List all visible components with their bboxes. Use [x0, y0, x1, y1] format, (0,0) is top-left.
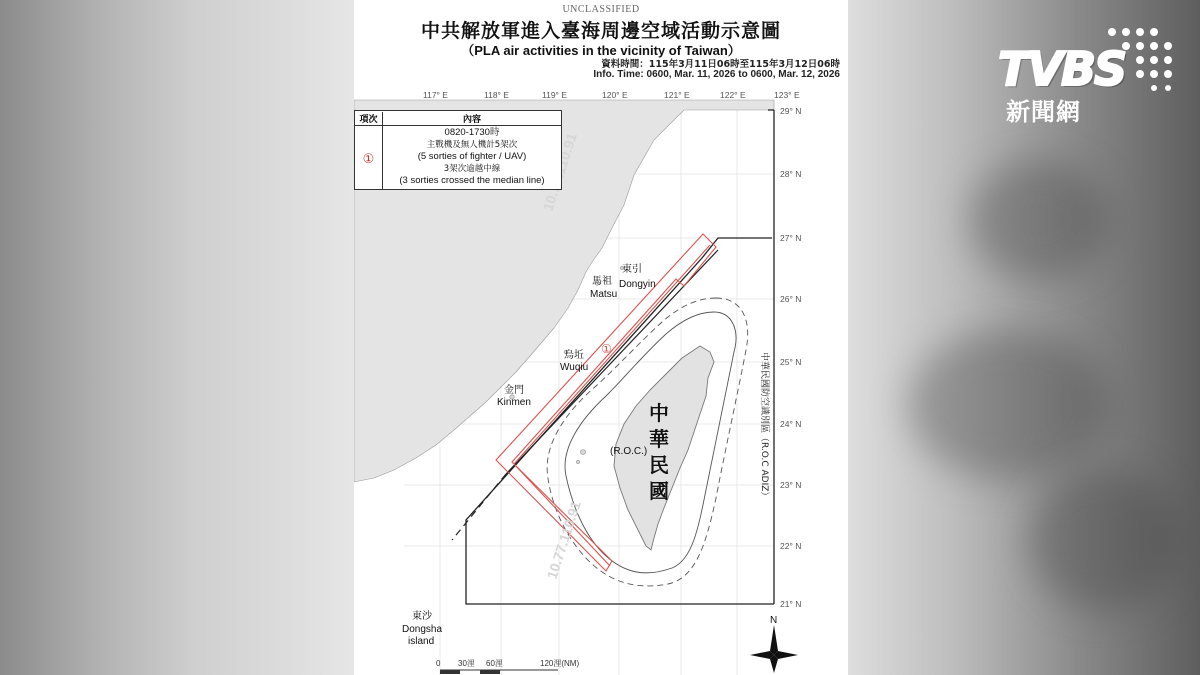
wuqiu-label-en: Wuqiu [560, 362, 589, 373]
scale-tick: 30浬 [458, 659, 475, 668]
north-arrow [750, 615, 798, 673]
info-time-chinese: 資料時間：115年3月11日06時至115年3月12日06時 [601, 59, 840, 70]
north-label: N [770, 615, 778, 626]
lon-tick: 117° E [423, 90, 448, 100]
lat-tick: 29° N [780, 106, 802, 116]
lon-tick: 120° E [602, 90, 628, 100]
lon-tick: 118° E [484, 90, 509, 100]
dongsha-label-zh: 東沙 [412, 611, 432, 622]
roc-label-en: (R.O.C.) [610, 446, 648, 457]
wuqiu-label-zh: 烏坵 [564, 350, 584, 361]
roc-char: 華 [649, 427, 669, 451]
tvbs-watermark-logo [990, 18, 1180, 128]
latitude-tick-labels [780, 106, 801, 609]
roc-char: 國 [649, 479, 669, 503]
roc-char: 中 [649, 401, 669, 425]
lat-tick: 24° N [780, 419, 802, 429]
legend-content [383, 127, 561, 187]
map-canvas [354, 0, 848, 675]
legend-index: ① [362, 151, 375, 166]
lon-tick: 119° E [542, 90, 567, 100]
activity-marker: ① [601, 342, 612, 356]
legend-time: 0820-1730時 [444, 127, 500, 138]
lat-tick: 28° N [780, 169, 802, 179]
title-english: （PLA air activities in the vicinity of Taiwan） [461, 43, 741, 58]
kinmen-label-zh: 金門 [504, 385, 524, 396]
dongsha-label-en: Dongsha [402, 624, 443, 635]
classification-label: UNCLASSIFIED [562, 4, 640, 15]
info-time-english: Info. Time: 0600, Mar. 11, 2026 to 0600, Mar. 12, 2026 [593, 69, 840, 80]
tvbs-logo-subtitle: 新聞網 [1006, 98, 1081, 126]
activity-legend-table [354, 110, 562, 190]
dongyin-label-zh: 東引 [622, 264, 642, 275]
legend-line-zh-2: 3架次逾越中線 [443, 164, 501, 174]
watermark-bottom: 10.77.110.91 [543, 498, 584, 581]
tvbs-logo-text: TVBS [998, 42, 1126, 96]
title-chinese: 中共解放軍進入臺海周邊空域活動示意圖 [420, 20, 781, 42]
roc-char: 民 [649, 453, 669, 477]
lat-tick: 22° N [780, 541, 802, 551]
legend-line-zh-1: 主戰機及無人機計5架次 [426, 140, 518, 150]
lat-tick: 21° N [780, 599, 802, 609]
scale-tick: 0 [436, 659, 441, 668]
legend-col-content: 內容 [462, 115, 481, 125]
matsu-label-zh: 馬祖 [592, 276, 612, 287]
legend-col-item: 項次 [355, 112, 383, 125]
lon-tick: 123° E [774, 90, 800, 100]
lat-tick: 26° N [780, 294, 802, 304]
lat-tick: 25° N [780, 357, 802, 367]
lon-tick: 122° E [720, 90, 746, 100]
lat-tick: 27° N [780, 233, 802, 243]
scale-bar [436, 659, 579, 674]
dongyin-label-en: Dongyin [619, 279, 656, 290]
kinmen-label-en: Kinmen [497, 397, 531, 408]
median-line-dashed [452, 474, 506, 540]
map-document [354, 0, 848, 675]
scale-tick: 60浬 [486, 659, 503, 668]
blurred-background-left [0, 0, 354, 675]
scale-tick: 120浬(NM) [540, 659, 580, 668]
matsu-label-en: Matsu [590, 289, 618, 300]
legend-header [355, 111, 561, 126]
longitude-tick-labels [423, 90, 800, 100]
dongsha-label-en-2: island [408, 636, 435, 647]
lat-tick: 23° N [780, 480, 802, 490]
legend-line-en-1: (5 sorties of fighter / UAV) [417, 151, 527, 162]
lon-tick: 121° E [664, 90, 690, 100]
adiz-label: 中華民國防空識別區（R.O.C ADIZ） [759, 352, 769, 501]
legend-line-en-2: (3 sorties crossed the median line) [399, 175, 545, 186]
